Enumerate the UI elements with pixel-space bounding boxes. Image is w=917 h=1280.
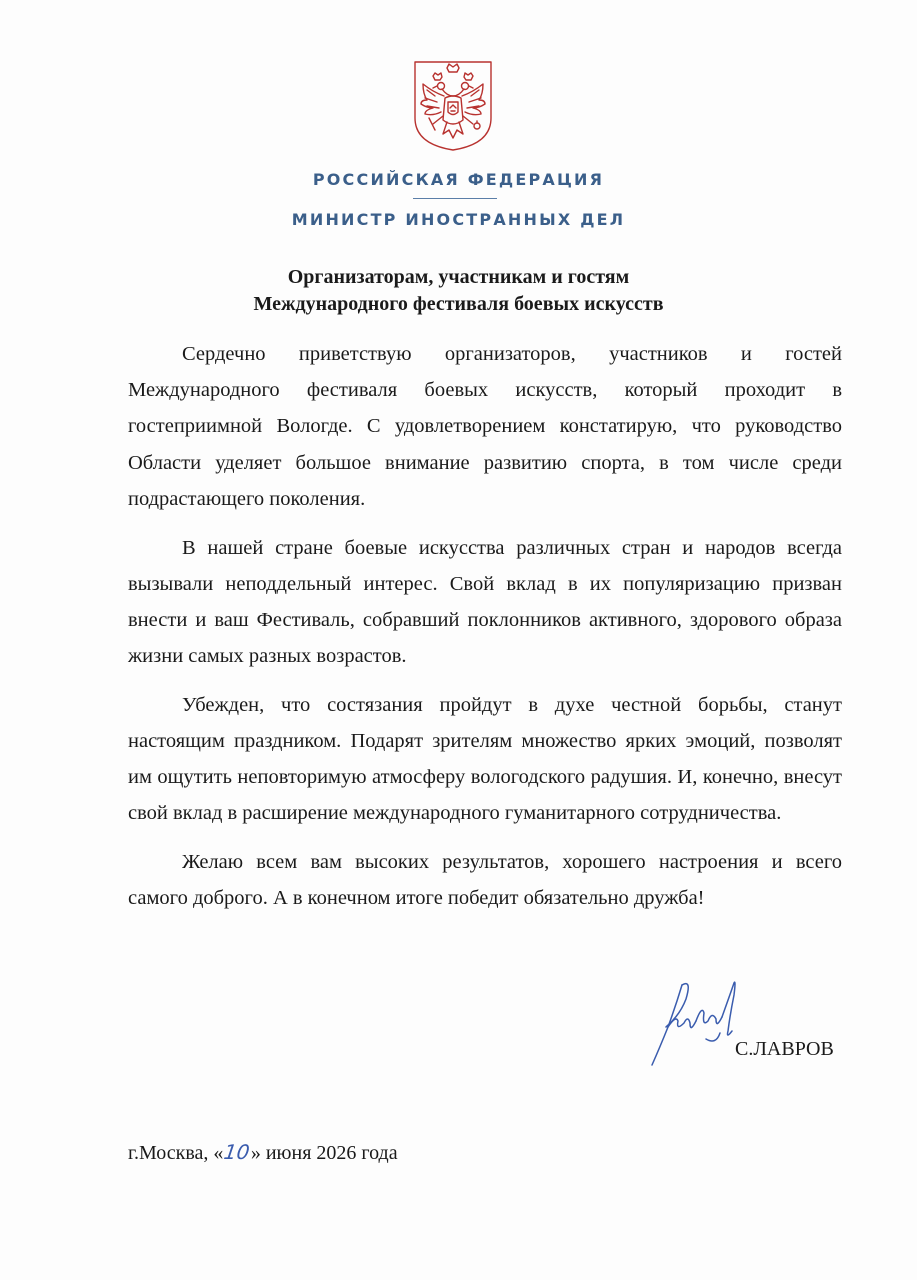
header-divider [413, 198, 497, 199]
body-paragraph: Убежден, что состязания пройдут в духе честной борьбы, станут настоящим праздником. Подарят зрителям множество ярких эмоций, позволят им ощутить неповторимую атмосферу вологодского радушия. И, конечно, внесут свой вклад в расширение международного гуманитарного сотрудничества. [128, 693, 842, 825]
date-day-handwritten: 10 [222, 1140, 252, 1164]
ministry-title: МИНИСТР ИНОСТРАННЫХ ДЕЛ [291, 210, 626, 229]
russian-coat-of-arms-icon [411, 58, 495, 152]
body-paragraph: В нашей стране боевые искусства различных стран и народов всегда вызывали неподдельный интерес. Свой вклад в их популяризацию призван внести и ваш Фестиваль, собравший поклонников активного, здорового образа жизни самых разных возрастов. [128, 536, 842, 668]
place-and-date [128, 1140, 398, 1165]
letter-body [128, 336, 842, 917]
body-paragraph: Желаю всем вам высоких результатов, хорошего настроения и всего самого доброго. А в конечном итоге победит обязательно дружба! [128, 851, 842, 910]
country-name: РОССИЙСКАЯ ФЕДЕРАЦИЯ [312, 170, 605, 189]
body-paragraph: Сердечно приветствую организаторов, участников и гостей Международного фестиваля боевых искусств, который проходит в гостеприимной Вологде. С удовлетворением констатирую, что руководство Области уделяет большое внимание развитию спорта, в том числе среди подрастающего поколения. [128, 343, 842, 510]
signer-name: С.ЛАВРОВ [735, 1038, 834, 1060]
place-prefix: г.Москва, « [128, 1142, 224, 1164]
addressee-line-2: Международного фестиваля боевых искусств [253, 293, 664, 315]
date-suffix: » июня 2026 года [250, 1142, 398, 1164]
addressee-line-1: Организаторам, участникам и гостям [287, 266, 630, 288]
